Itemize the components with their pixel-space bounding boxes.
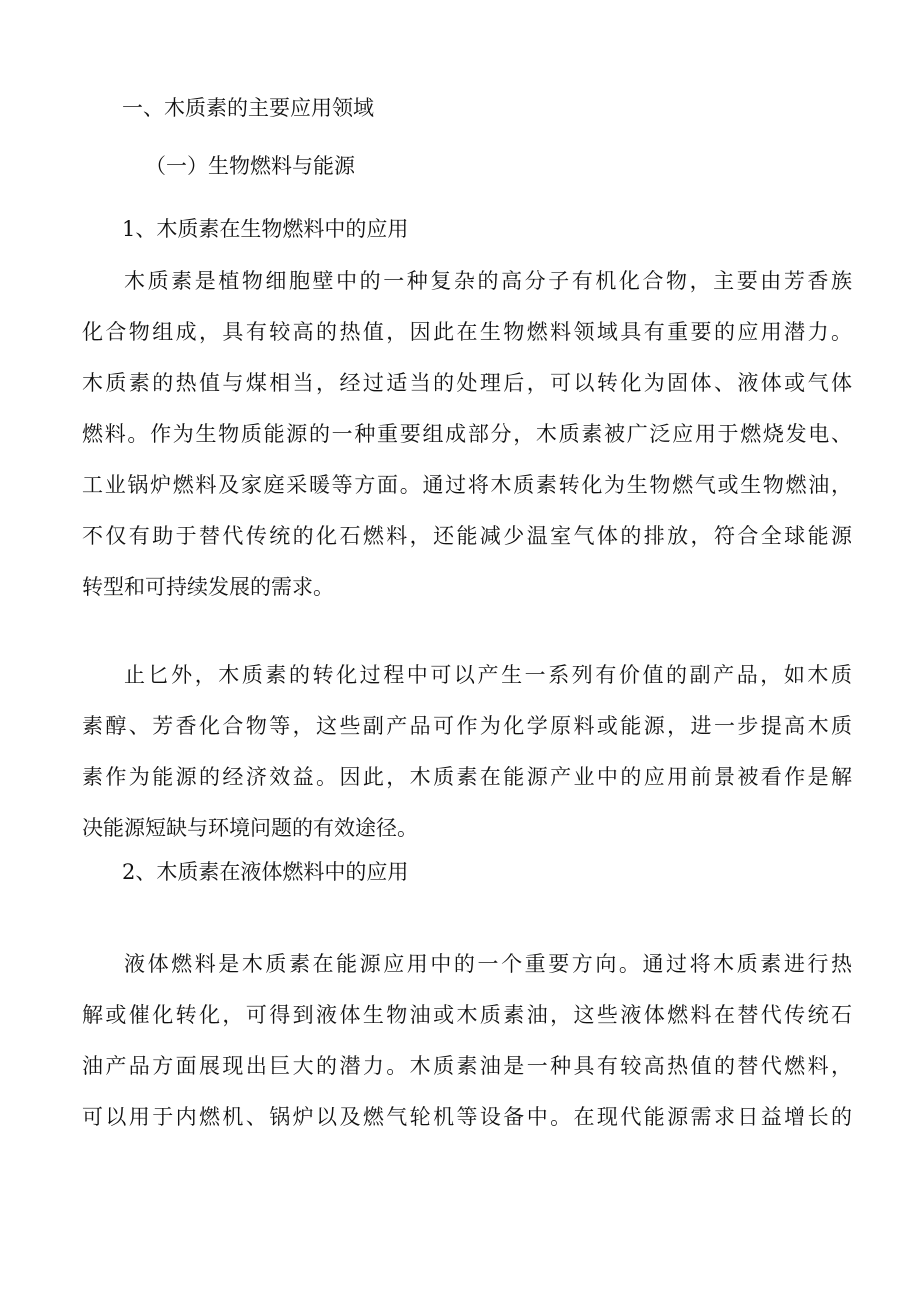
- paragraph-line: 木质素是植物细胞壁中的一种复杂的高分子有机化合物，主要由芳香族: [124, 269, 852, 293]
- paragraph-line: 不仅有助于替代传统的化石燃料，还能减少温室气体的排放，符合全球能源: [82, 524, 852, 548]
- paragraph-line: 油产品方面展现出巨大的潜力。木质素油是一种具有较高热值的替代燃料，: [82, 1054, 852, 1078]
- paragraph-liquid-fuel: [82, 939, 852, 1143]
- paragraph-byproducts: [82, 650, 852, 854]
- paragraph-line: 木质素的热值与煤相当，经过适当的处理后，可以转化为固体、液体或气体: [82, 371, 852, 395]
- paragraph-line: 化合物组成，具有较高的热值，因此在生物燃料领域具有重要的应用潜力。: [82, 320, 852, 344]
- section-heading: 一、木质素的主要应用领域: [122, 96, 374, 120]
- paragraph-line: 工业锅炉燃料及家庭采暖等方面。通过将木质素转化为生物燃气或生物燃油，: [82, 473, 852, 497]
- paragraph-line: 可以用于内燃机、锅炉以及燃气轮机等设备中。在现代能源需求日益增长的: [82, 1105, 852, 1129]
- paragraph-line: 素醇、芳香化合物等，这些副产品可作为化学原料或能源，进一步提高木质: [82, 714, 852, 738]
- item-heading-2: 2、木质素在液体燃料中的应用: [122, 860, 409, 884]
- paragraph-line: 止匕外，木质素的转化过程中可以产生一系列有价值的副产品，如木质: [124, 663, 852, 687]
- paragraph-line: 决能源短缺与环境问题的有效途径。: [82, 816, 418, 840]
- subsection-heading: （一）生物燃料与能源: [145, 154, 355, 178]
- paragraph-line: 燃料。作为生物质能源的一种重要组成部分，木质素被广泛应用于燃烧发电、: [82, 422, 852, 446]
- paragraph-line: 素作为能源的经济效益。因此，木质素在能源产业中的应用前景被看作是解: [82, 765, 852, 789]
- paragraph-line: 液体燃料是木质素在能源应用中的一个重要方向。通过将木质素进行热: [124, 952, 852, 976]
- paragraph-line: 解或催化转化，可得到液体生物油或木质素油，这些液体燃料在替代传统石: [82, 1003, 852, 1027]
- paragraph-biofuel: [82, 256, 852, 613]
- item-heading-1: 1、木质素在生物燃料中的应用: [122, 217, 409, 241]
- paragraph-line: 转型和可持续发展的需求。: [82, 575, 334, 599]
